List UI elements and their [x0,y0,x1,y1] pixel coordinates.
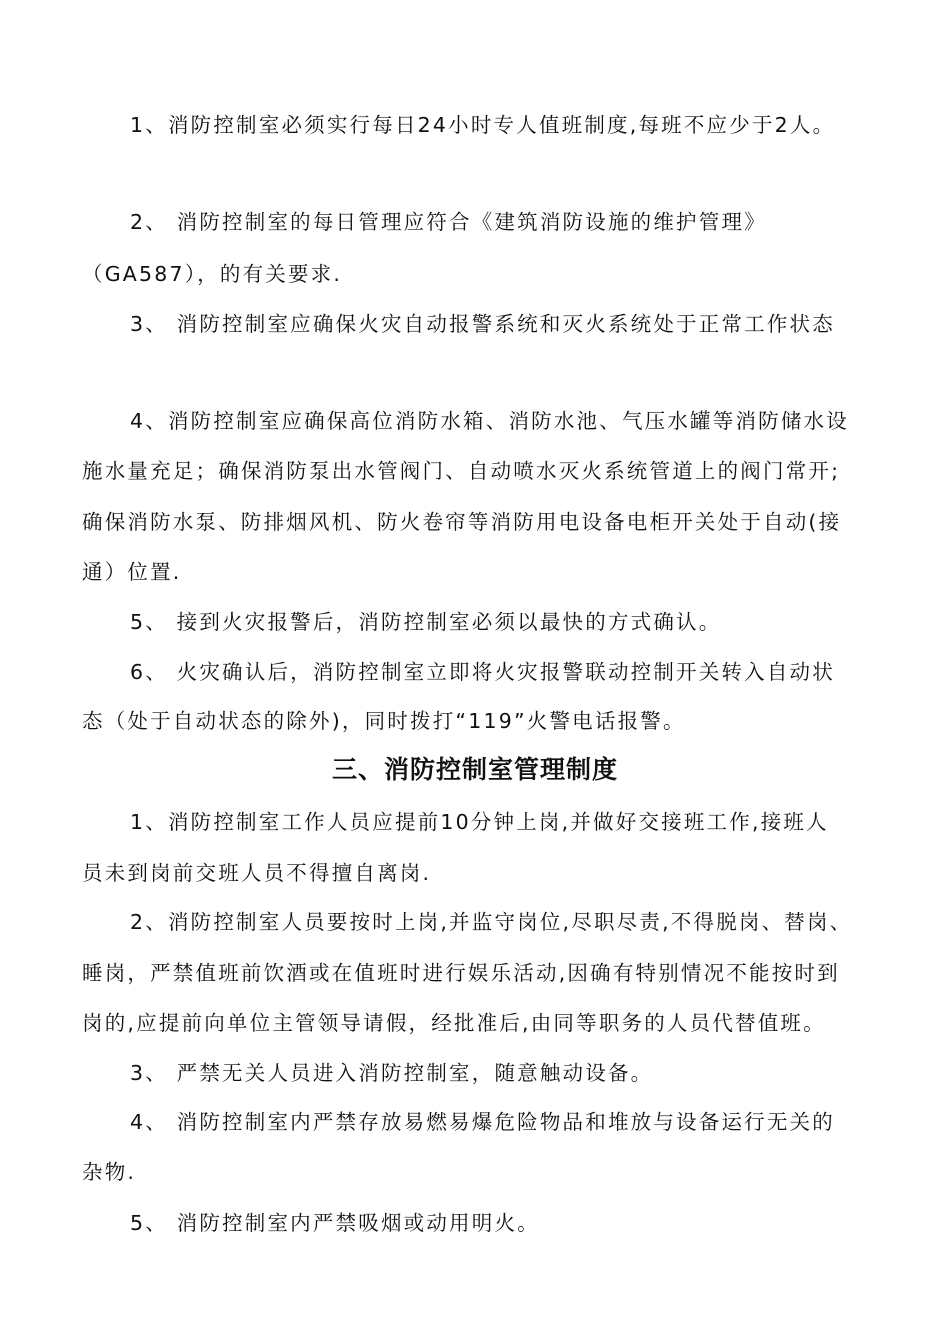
item-4-line-4: 通）位置. [82,560,182,584]
section-heading: 三、消防控制室管理制度 [331,755,618,784]
item-3-line-1: 3、 消防控制室应确保火灾自动报警系统和灭火系统处于正常工作状态 [130,312,835,336]
item-4-line-1: 4、消防控制室应确保高位消防水箱、消防水池、气压水罐等消防储水设 [130,409,849,433]
item-4-line-2: 施水量充足；确保消防泵出水管阀门、自动喷水灭火系统管道上的阀门常开; [82,459,841,483]
item-1-line-1: 1、消防控制室必须实行每日24小时专人值班制度,每班不应少于2人。 [130,113,836,137]
item-6-line-2: 态（处于自动状态的除外)，同时拨打“119”火警电话报警。 [82,709,686,733]
item-5-line-1: 5、 接到火灾报警后，消防控制室必须以最快的方式确认。 [130,610,722,634]
item-6-line-1: 6、 火灾确认后，消防控制室立即将火灾报警联动控制开关转入自动状 [130,660,835,684]
rule-2-line-1: 2、消防控制室人员要按时上岗,并监守岗位,尽职尽责,不得脱岗、替岗、 [130,910,853,934]
item-2-line-2: （GA587），的有关要求. [82,262,343,286]
rule-4-line-2: 杂物. [82,1160,137,1184]
rule-2-line-3: 岗的,应提前向单位主管领导请假，经批准后,由同等职务的人员代替值班。 [82,1011,826,1035]
rule-4-line-1: 4、 消防控制室内严禁存放易燃易爆危险物品和堆放与设备运行无关的 [130,1110,835,1134]
rule-5-line-1: 5、 消防控制室内严禁吸烟或动用明火。 [130,1211,540,1235]
rule-1-line-1: 1、消防控制室工作人员应提前10分钟上岗,并做好交接班工作,接班人 [130,810,829,834]
rule-2-line-2: 睡岗，严禁值班前饮酒或在值班时进行娱乐活动,因确有特别情况不能按时到 [82,961,840,985]
item-2-line-1: 2、 消防控制室的每日管理应符合《建筑消防设施的维护管理》 [130,210,767,234]
rule-3-line-1: 3、 严禁无关人员进入消防控制室，随意触动设备。 [130,1061,654,1085]
item-4-line-3: 确保消防水泵、防排烟风机、防火卷帘等消防用电设备电柜开关处于自动(接 [82,510,842,534]
rule-1-line-2: 员未到岗前交班人员不得擅自离岗. [82,861,432,885]
